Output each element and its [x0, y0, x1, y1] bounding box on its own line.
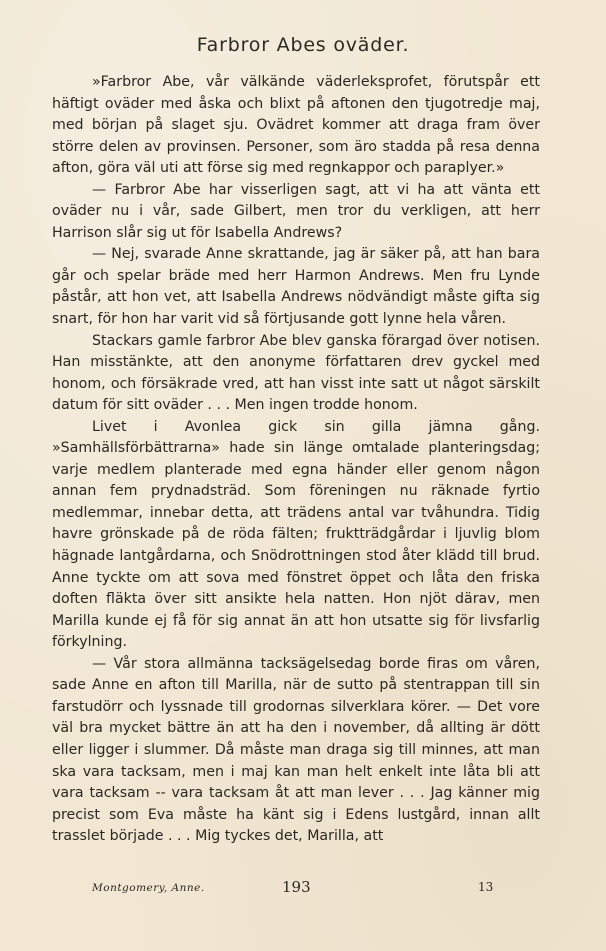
footer-source-note: Montgomery, Anne.: [92, 882, 205, 894]
page-footer: [0, 878, 606, 902]
paragraph: Stackars gamle farbror Abe blev ganska förargad över notisen. Han misstänkte, att den anonyme författaren drev gyckel med honom, och försäkrade vred, att han visst inte satt ut något särskilt datum för sitt oväder . . . Men ingen trodde honom.: [52, 332, 540, 414]
chapter-title: Farbror Abes oväder.: [196, 34, 410, 56]
signature-mark: 13: [478, 880, 494, 894]
page-number: 193: [282, 878, 311, 896]
paragraph: — Nej, svarade Anne skrattande, jag är säker på, att han bara går och spelar bräde med herr Harmon Andrews. Men fru Lynde påstår, att hon vet, att Isabella Andrews nödvändigt måste gifta sig snart, för hon har varit vid så förtjusande gott lynne hela våren.: [52, 246, 540, 328]
body-text: [52, 72, 540, 848]
paragraph: »Farbror Abe, vår välkände väderleksprofet, förutspår ett häftigt oväder med åska och blixt på aftonen den tjugotredje maj, med början på slaget sju. Ovädret kommer att draga fram över större delen av provinsen. Personer, som äro stadda på resa denna afton, göra väl uti att förse sig med regnkappor och paraplyer.»: [52, 74, 540, 177]
paragraph: — Vår stora allmänna tacksägelsedag borde firas om våren, sade Anne en afton till Marilla, när de sutto på stentrappan till sin farstudörr och lyssnade till grodornas silverklara körer. — Det vore väl bra mycket bättre än att ha den i november, då allting är dött eller ligger i slummer. Då måste man draga sig till minnes, att man ska vara tacksam, men i maj kan man helt enkelt inte låta bli att vara tacksam -- vara tacksam åt att man lever . . . Jag känner mig precist som Eva måste ha känt sig i Edens lustgård, innan allt trasslet började . . . Mig tyckes det, Marilla, att: [52, 655, 540, 845]
paragraph: Livet i Avonlea gick sin gilla jämna gång. »Samhällsförbättrarna» hade sin länge omtalade planteringsdag; varje medlem planterade med egna händer eller genom någon annan fem prydnadsträd. Som föreningen nu räknade fyrtio medlemmar, innebar detta, att trädens antal var tvåhundra. Tidig havre grönskade på de röda fälten; fruktträdgårdar i ljuvlig blom hägnade lantgårdarna, och Snödrottningen stod åter klädd till brud. Anne tyckte om att sova med fönstret öppet och låta den friska doften fläkta över sitt ansikte hela natten. Hon njöt därav, men Marilla kunde ej få för sig annat än att hon utsatte sig för livsfarlig förkylning.: [52, 418, 540, 651]
paragraph: — Farbror Abe har visserligen sagt, att vi ha att vänta ett oväder nu i vår, sade Gilbert, men tror du verkligen, att herr Harrison slår sig ut för Isabella Andrews?: [52, 181, 540, 241]
